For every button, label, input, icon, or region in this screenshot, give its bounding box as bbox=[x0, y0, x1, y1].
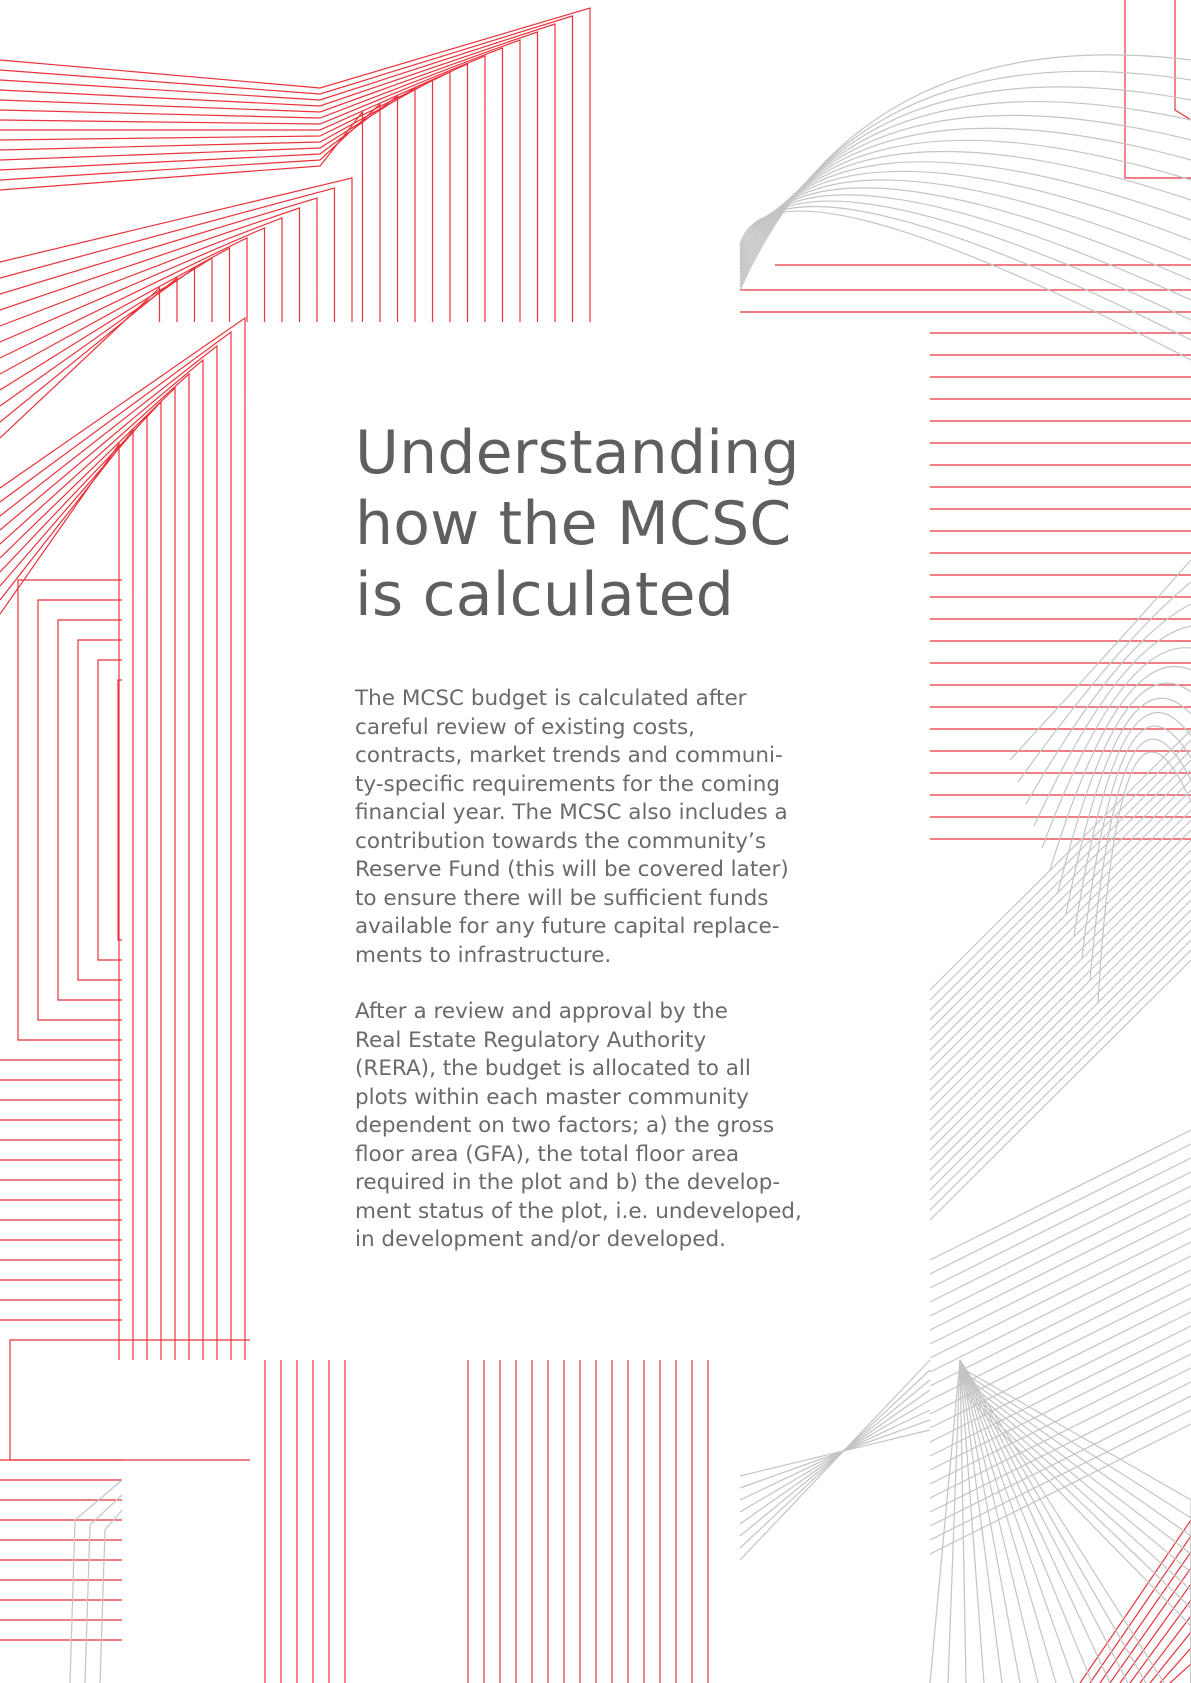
pattern-line bbox=[930, 1228, 1191, 1358]
pattern-line bbox=[740, 1430, 930, 1476]
pattern-line bbox=[0, 198, 317, 322]
pattern-line bbox=[930, 1340, 1191, 1470]
pattern-line bbox=[930, 1214, 1191, 1344]
pattern-arc bbox=[1010, 560, 1191, 760]
page-title: Understanding how the MCSC is calculated bbox=[355, 418, 800, 630]
pattern-arc bbox=[1042, 648, 1191, 848]
pattern-line bbox=[740, 1420, 930, 1488]
pattern-line bbox=[965, 1388, 1191, 1683]
pattern-line bbox=[100, 1510, 122, 1683]
pattern-line bbox=[930, 950, 1191, 1210]
pattern-line bbox=[0, 402, 161, 1360]
pattern-line bbox=[930, 820, 1191, 1080]
pattern-line bbox=[930, 780, 1191, 1040]
pattern-line bbox=[740, 1370, 930, 1548]
pattern-line bbox=[930, 870, 1191, 1130]
pattern-line bbox=[0, 24, 555, 322]
pattern-line bbox=[0, 228, 265, 342]
pattern-line bbox=[930, 1242, 1191, 1372]
pattern-line bbox=[1120, 1584, 1191, 1683]
pattern-arc bbox=[1034, 626, 1191, 826]
pattern-line bbox=[930, 1172, 1191, 1302]
pattern-line bbox=[930, 740, 1191, 1000]
pattern-line bbox=[58, 620, 122, 1000]
pattern-line bbox=[930, 730, 1191, 990]
pattern-line bbox=[948, 1360, 960, 1683]
pattern-line bbox=[38, 600, 122, 1020]
pattern-line bbox=[930, 960, 1191, 1220]
pattern-line bbox=[930, 1284, 1191, 1414]
pattern-line bbox=[0, 56, 485, 322]
pattern-line bbox=[930, 920, 1191, 1180]
pattern-line bbox=[10, 1340, 250, 1460]
pattern-line bbox=[740, 1390, 930, 1524]
pattern-line bbox=[740, 1410, 930, 1500]
pattern-arc bbox=[740, 201, 1191, 320]
pattern-line bbox=[930, 840, 1191, 1100]
pattern-line bbox=[930, 1158, 1191, 1288]
pattern-line bbox=[1150, 1632, 1191, 1683]
pattern-arc bbox=[740, 180, 1191, 260]
pattern-line bbox=[965, 1381, 1191, 1683]
pattern-line bbox=[0, 112, 363, 322]
pattern-line bbox=[70, 1480, 122, 1683]
pattern-line bbox=[930, 880, 1191, 1140]
pattern-line bbox=[1080, 1520, 1191, 1683]
pattern-line bbox=[930, 1360, 960, 1683]
pattern-line bbox=[1090, 1536, 1191, 1683]
pattern-line bbox=[0, 332, 231, 1360]
pattern-line bbox=[960, 1360, 1074, 1683]
pattern-line bbox=[960, 1360, 1056, 1683]
pattern-line bbox=[0, 278, 177, 422]
pattern-line bbox=[1140, 1616, 1191, 1683]
pattern-arc bbox=[740, 206, 1191, 340]
pattern-line bbox=[930, 940, 1191, 1200]
pattern-line bbox=[118, 680, 122, 940]
pattern-line bbox=[930, 900, 1191, 1160]
pattern-line bbox=[930, 910, 1191, 1170]
pattern-line bbox=[965, 1377, 1191, 1683]
pattern-line bbox=[930, 830, 1191, 1090]
pattern-line bbox=[740, 1360, 930, 1560]
pattern-line bbox=[930, 890, 1191, 1150]
pattern-arc bbox=[1018, 582, 1191, 782]
pattern-line bbox=[930, 760, 1191, 1020]
pattern-line bbox=[0, 388, 175, 1360]
pattern-line bbox=[930, 1130, 1191, 1260]
pattern-line bbox=[0, 360, 203, 1360]
pattern-line bbox=[0, 416, 147, 1360]
pattern-line bbox=[0, 208, 300, 322]
pattern-line bbox=[965, 1370, 1191, 1683]
pattern-line bbox=[0, 346, 217, 1360]
pattern-line bbox=[930, 770, 1191, 1030]
pattern-arc bbox=[740, 195, 1191, 300]
pattern-line bbox=[740, 1380, 930, 1536]
pattern-line bbox=[930, 1396, 1191, 1526]
pattern-arc bbox=[1074, 712, 1191, 936]
body-paragraph-2: After a review and approval by the Real Estate Regulatory Authority (RERA), the budget is allocated to all plots within each master community dependent on two factors; a) the gross floor area (GFA), the total floor area required in the plot and b) the develop- ment status of the plot, i.e. undeveloped, in development and/or developed. bbox=[355, 999, 802, 1252]
pattern-line bbox=[930, 1144, 1191, 1274]
pattern-line bbox=[930, 790, 1191, 1050]
body-paragraph-1: The MCSC budget is calculated after careful review of existing costs, contracts, market trends and communi- ty-specific requirements for the coming financial year. The MCSC also includes a contribution towards the community’s Reserve Fund (this will be covered later) to ensure there will be sufficient funds available for any future capital replace- ments to infrastructure. bbox=[355, 686, 789, 968]
pattern-line bbox=[0, 218, 282, 326]
pattern-line bbox=[930, 810, 1191, 1070]
pattern-line bbox=[0, 288, 160, 438]
pattern-line bbox=[0, 72, 450, 322]
pattern-line bbox=[0, 104, 380, 322]
pattern-line bbox=[930, 850, 1191, 1110]
pattern-line bbox=[930, 930, 1191, 1190]
pattern-line bbox=[930, 860, 1191, 1120]
pattern-line bbox=[930, 1186, 1191, 1316]
pattern-line bbox=[18, 580, 122, 1040]
pattern-line bbox=[78, 640, 122, 980]
pattern-line bbox=[960, 1360, 1128, 1683]
pattern-line bbox=[740, 1400, 930, 1512]
pattern-line bbox=[930, 1256, 1191, 1386]
pattern-line bbox=[930, 1200, 1191, 1330]
pattern-arc bbox=[740, 151, 1191, 269]
pattern-line bbox=[1170, 1664, 1191, 1683]
